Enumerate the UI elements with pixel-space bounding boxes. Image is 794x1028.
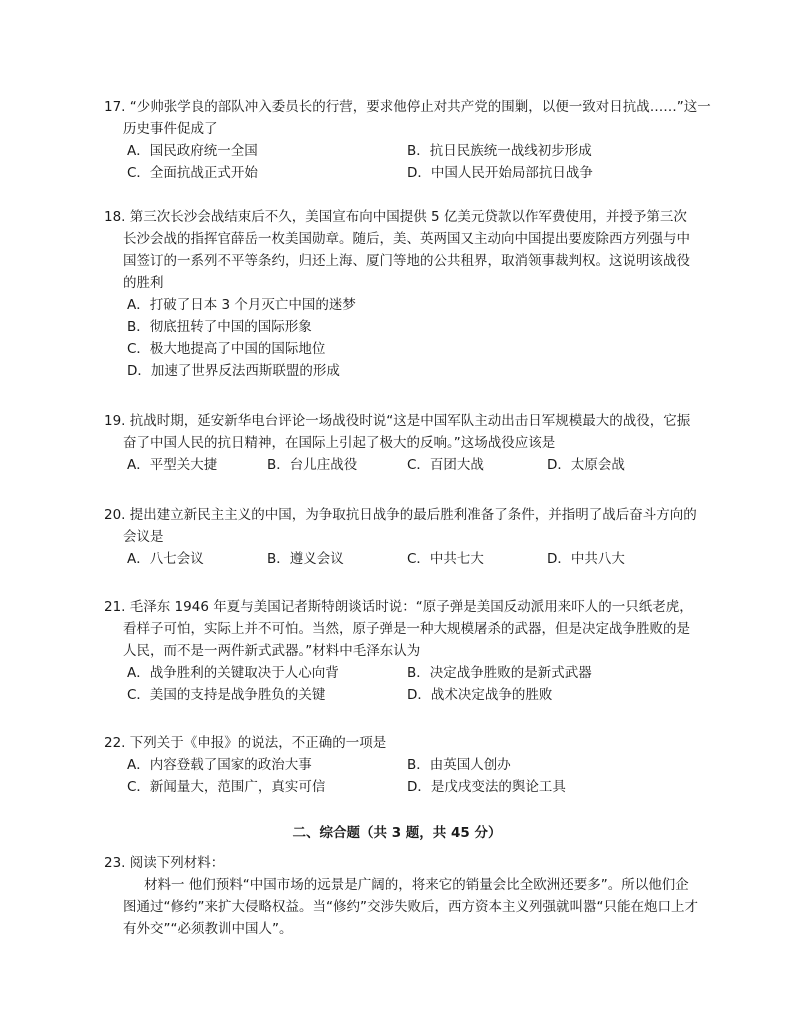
question-17-options-row1 bbox=[104, 140, 704, 162]
question-23-material1-line2: 图通过“修约”来扩大侵略权益。当“修约”交涉失败后，西方资本主义列强就叫嚣“只能在炮口上才 bbox=[123, 899, 698, 915]
question-21 bbox=[104, 596, 704, 706]
question-23-stem-line1: 23. 阅读下列材料： bbox=[104, 855, 225, 871]
question-22-stem-line1: 22. 下列关于《申报》的说法，不正确的一项是 bbox=[104, 735, 387, 751]
question-18-stem-line2: 长沙会战的指挥官薛岳一枚美国勋章。随后，美、英两国又主动向中国提出要废除西方列强与中 bbox=[123, 231, 690, 247]
question-22-option-a: A．内容登载了国家的政治大事 bbox=[127, 757, 312, 773]
question-22 bbox=[104, 732, 704, 798]
question-18 bbox=[104, 206, 704, 382]
question-20-option-b: B．遵义会议 bbox=[267, 551, 344, 567]
question-23 bbox=[104, 852, 704, 940]
question-18-option-b: B．彻底扭转了中国的国际形象 bbox=[127, 319, 312, 335]
question-19-option-a: A．平型关大捷 bbox=[127, 457, 218, 473]
question-19-stem-line1: 19. 抗战时期，延安新华电台评论一场战役时说“这是中国军队主动出击日军规模最大的战役，它振 bbox=[104, 413, 691, 429]
question-22-options-row1 bbox=[104, 754, 704, 776]
question-21-stem-line3: 人民，而不是一两件新式武器。”材料中毛泽东认为 bbox=[123, 643, 421, 659]
question-18-option-a: A．打破了日本 3 个月灭亡中国的迷梦 bbox=[127, 297, 356, 313]
question-20 bbox=[104, 504, 704, 570]
question-17-option-a: A．国民政府统一全国 bbox=[127, 143, 258, 159]
question-21-option-b: B．决定战争胜败的是新式武器 bbox=[407, 665, 592, 681]
question-20-option-c: C．中共七大 bbox=[407, 551, 484, 567]
question-17-option-b: B．抗日民族统一战线初步形成 bbox=[407, 143, 592, 159]
question-17-stem-line1: 17. “少帅张学良的部队冲入委员长的行营，要求他停止对共产党的围剿，以便一致对日抗战……”这一 bbox=[104, 99, 711, 115]
question-18-stem-line1: 18. 第三次长沙会战结束后不久，美国宣布向中国提供 5 亿美元贷款以作军费使用，并授予第三次 bbox=[104, 209, 687, 225]
question-21-stem-line1: 21. 毛泽东 1946 年夏与美国记者斯特朗谈话时说：“原子弹是美国反动派用来吓人的一只纸老虎， bbox=[104, 599, 693, 615]
question-17 bbox=[104, 96, 711, 184]
question-18-option-c: C．极大地提高了中国的国际地位 bbox=[127, 341, 326, 357]
question-17-options-row2 bbox=[104, 162, 704, 184]
question-17-option-c: C．全面抗战正式开始 bbox=[127, 165, 258, 181]
question-22-option-d: D．是戊戌变法的舆论工具 bbox=[407, 779, 566, 795]
question-17-stem-line2: 历史事件促成了 bbox=[123, 121, 218, 137]
question-22-option-c: C．新闻量大，范围广，真实可信 bbox=[127, 779, 326, 795]
question-19-options bbox=[104, 454, 704, 476]
question-19-option-b: B．台儿庄战役 bbox=[267, 457, 358, 473]
question-20-options bbox=[104, 548, 704, 570]
question-22-option-b: B．由英国人创办 bbox=[407, 757, 511, 773]
question-19-stem-line2: 奋了中国人民的抗日精神，在国际上引起了极大的反响。”这场战役应该是 bbox=[123, 435, 556, 451]
section-title: 二、综合题（共 3 题，共 45 分） bbox=[292, 825, 502, 841]
question-19 bbox=[104, 410, 704, 476]
question-19-option-d: D．太原会战 bbox=[547, 457, 625, 473]
question-23-material1-line1: 材料一 他们预料“中国市场的远景是广阔的，将来它的销量会比全欧洲还要多”。所以他们企 bbox=[144, 877, 689, 893]
question-21-option-a: A．战争胜利的关键取决于人心向背 bbox=[127, 665, 339, 681]
question-20-option-d: D．中共八大 bbox=[547, 551, 625, 567]
question-18-option-d: D．加速了世界反法西斯联盟的形成 bbox=[127, 363, 340, 379]
question-21-option-c: C．美国的支持是战争胜负的关键 bbox=[127, 687, 326, 703]
question-18-stem-line4: 的胜利 bbox=[123, 275, 164, 291]
question-21-options-row2 bbox=[104, 684, 704, 706]
question-21-option-d: D．战术决定战争的胜败 bbox=[407, 687, 553, 703]
question-21-stem-line2: 看样子可怕，实际上并不可怕。当然，原子弹是一种大规模屠杀的武器，但是决定战争胜败的是 bbox=[123, 621, 690, 637]
question-23-material1-line3: 有外交”“必须教训中国人”。 bbox=[123, 921, 293, 937]
question-18-stem-line3: 国签订的一系列不平等条约，归还上海、厦门等地的公共租界，取消领事裁判权。这说明该战役 bbox=[123, 253, 690, 269]
question-17-option-d: D．中国人民开始局部抗日战争 bbox=[407, 165, 593, 181]
question-20-stem-line2: 会议是 bbox=[123, 529, 164, 545]
question-22-options-row2 bbox=[104, 776, 704, 798]
question-20-option-a: A．八七会议 bbox=[127, 551, 204, 567]
question-19-option-c: C．百团大战 bbox=[407, 457, 484, 473]
question-20-stem-line1: 20. 提出建立新民主主义的中国，为争取抗日战争的最后胜利准备了条件，并指明了战后奋斗方向的 bbox=[104, 507, 697, 523]
question-21-options-row1 bbox=[104, 662, 704, 684]
